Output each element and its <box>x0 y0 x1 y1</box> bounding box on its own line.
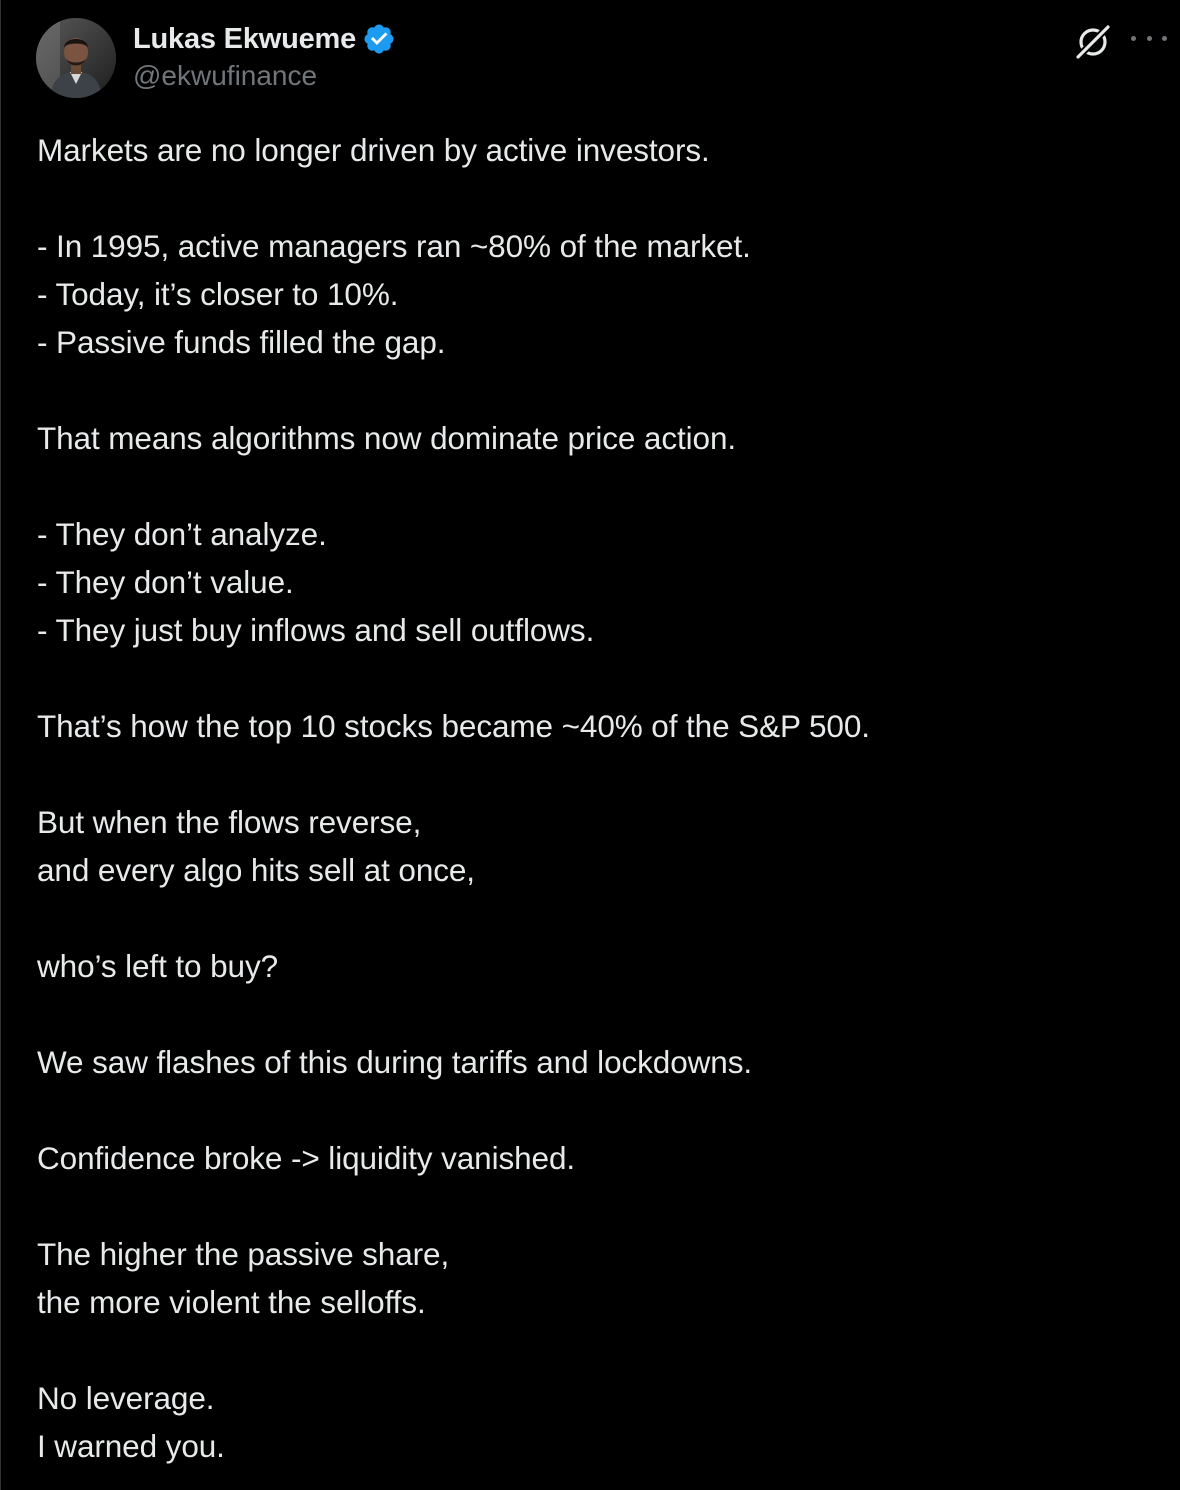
post-line: - They don’t value. <box>37 564 294 600</box>
post-line: But when the flows reverse, <box>37 804 422 840</box>
verified-badge-icon <box>362 22 396 56</box>
post-text <box>37 126 1157 1470</box>
post-line <box>37 750 1157 798</box>
author-display-name[interactable]: Lukas Ekwueme <box>133 22 357 55</box>
post-line <box>37 462 1157 510</box>
post-line: - In 1995, active managers ran ~80% of the market. <box>37 228 751 264</box>
post-line <box>37 990 1157 1038</box>
post-line: The higher the passive share, <box>37 1236 450 1272</box>
post-line: and every algo hits sell at once, <box>37 852 475 888</box>
post-line: - Today, it’s closer to 10%. <box>37 276 399 312</box>
post-line: We saw flashes of this during tariffs and lockdowns. <box>37 1044 752 1080</box>
post-line <box>37 1086 1157 1134</box>
author-name-row[interactable] <box>133 20 396 58</box>
post-line <box>37 174 1157 222</box>
more-dot-icon <box>1162 36 1167 41</box>
post-line: No leverage. <box>37 1380 215 1416</box>
post-line: the more violent the selloffs. <box>37 1284 426 1320</box>
post-line <box>37 366 1157 414</box>
post-line: Confidence broke -> liquidity vanished. <box>37 1140 576 1176</box>
post-line: who’s left to buy? <box>37 948 279 984</box>
post-line <box>37 894 1157 942</box>
post-line <box>37 654 1157 702</box>
more-options-icon[interactable] <box>1131 24 1167 52</box>
author-handle[interactable]: @ekwufinance <box>133 60 318 91</box>
more-dot-icon <box>1131 36 1136 41</box>
more-dot-icon <box>1147 36 1152 41</box>
author-avatar[interactable] <box>36 18 116 98</box>
post-line: - They don’t analyze. <box>37 516 327 552</box>
avatar-image <box>36 18 116 98</box>
post-line: - Passive funds filled the gap. <box>37 324 446 360</box>
post-line: That means algorithms now dominate price action. <box>37 420 737 456</box>
post-line: Markets are no longer driven by active investors. <box>37 132 710 168</box>
post-line: - They just buy inflows and sell outflows. <box>37 612 595 648</box>
post-line: That’s how the top 10 stocks became ~40% of the S&P 500. <box>37 708 870 744</box>
post-line <box>37 1182 1157 1230</box>
post-line: I warned you. <box>37 1428 225 1464</box>
grok-icon[interactable] <box>1073 22 1113 62</box>
post-line <box>37 1326 1157 1374</box>
